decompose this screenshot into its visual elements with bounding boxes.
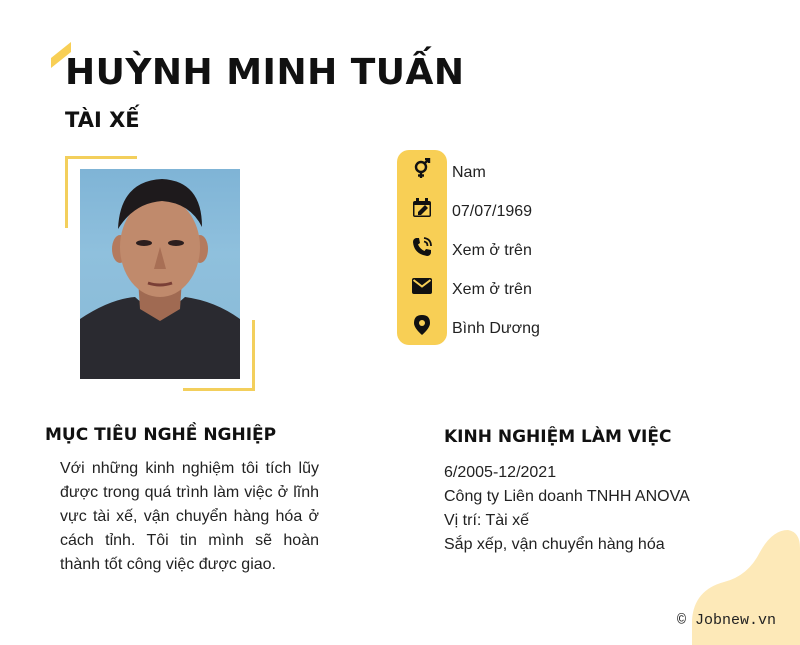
experience-period: 6/2005-12/2021 <box>444 464 557 481</box>
location-icon <box>397 313 447 337</box>
objective-text: Với những kinh nghiệm tôi tích lũy được trong quá trình làm việc ở lĩnh vực tài xế, vận chuyển hàng hóa ở cách tỉnh. Tôi tin mình sẽ hoàn thành tốt công việc được giao. <box>60 460 319 573</box>
photo-frame-bottom <box>183 388 255 391</box>
experience-company: Công ty Liên doanh TNHH ANOVA <box>444 488 690 505</box>
candidate-name: HUỲNH MINH TUẤN <box>65 52 465 93</box>
job-title: TÀI XẾ <box>65 108 140 132</box>
photo-frame-top <box>65 156 137 159</box>
phone-icon <box>397 235 447 259</box>
email-icon <box>397 274 447 298</box>
experience-description: Sắp xếp, vận chuyển hàng hóa <box>444 536 665 553</box>
phone-value: Xem ở trên <box>452 242 532 259</box>
copyright-text: © Jobnew.vn <box>677 612 777 629</box>
birthdate-value: 07/07/1969 <box>452 203 533 220</box>
photo-frame-left <box>65 156 68 228</box>
photo-frame-right <box>252 320 255 391</box>
address-value: Bình Dương <box>452 320 540 337</box>
gender-value: Nam <box>452 164 486 181</box>
experience-role: Vị trí: Tài xế <box>444 512 530 529</box>
calendar-icon <box>397 196 447 220</box>
experience-heading: KINH NGHIỆM LÀM VIỆC <box>444 427 672 447</box>
objective-heading: MỤC TIÊU NGHỀ NGHIỆP <box>45 425 277 445</box>
profile-photo <box>80 169 240 379</box>
contact-icon-bar <box>397 150 447 345</box>
gender-icon <box>397 157 447 181</box>
email-value: Xem ở trên <box>452 281 532 298</box>
